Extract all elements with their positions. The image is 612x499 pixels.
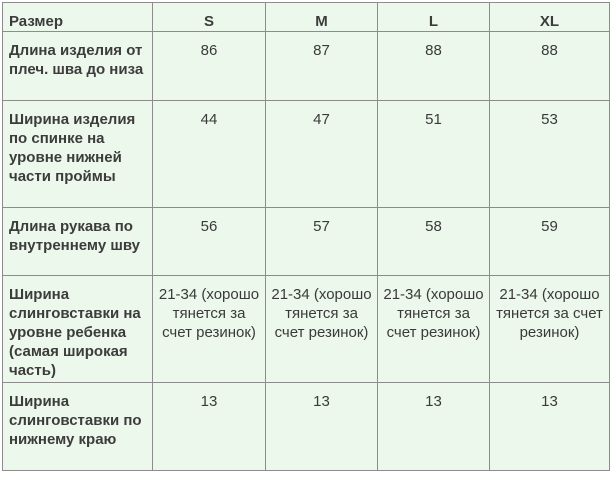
size-s-label: S	[203, 13, 214, 30]
value-cell	[490, 208, 610, 276]
value-cell	[266, 208, 378, 276]
cell-value: 21-34 (хорошо тянется за счет резинок)	[158, 286, 260, 341]
cell-value: 87	[313, 42, 330, 59]
row-label-cell	[3, 101, 153, 208]
value-cell	[490, 276, 610, 383]
size-column-label: Размер	[9, 13, 64, 30]
row-label: Ширина слинговставки на уровне ребенка (самая широкая часть)	[9, 286, 141, 379]
header-size-cell	[490, 3, 610, 32]
cell-value: 21-34 (хорошо тянется за счет резинок)	[271, 286, 372, 341]
row-label-cell	[3, 32, 153, 101]
row-label: Длина рукава по внутреннему шву	[9, 218, 141, 254]
row-label-cell	[3, 276, 153, 383]
table-row	[3, 383, 610, 471]
cell-value: 59	[541, 218, 558, 235]
table-row	[3, 32, 610, 101]
cell-value: 13	[425, 393, 442, 410]
row-label-cell	[3, 208, 153, 276]
table-header-row	[3, 3, 610, 32]
value-cell	[153, 383, 266, 471]
cell-value: 13	[541, 393, 558, 410]
size-m-label: M	[315, 13, 328, 30]
row-label: Ширина слинговставки по нижнему краю	[9, 393, 142, 448]
row-label: Ширина изделия по спинке на уровне нижней части проймы	[9, 111, 136, 185]
cell-value: 58	[425, 218, 442, 235]
cell-value: 56	[200, 218, 218, 235]
cell-value: 21-34 (хорошо тянется за счет резинок)	[496, 286, 603, 341]
cell-value: 13	[200, 393, 218, 410]
header-size-cell	[266, 3, 378, 32]
value-cell	[378, 208, 490, 276]
value-cell	[153, 276, 266, 383]
value-cell	[153, 101, 266, 208]
cell-value: 53	[541, 111, 558, 128]
cell-value: 88	[425, 42, 442, 59]
row-label-cell	[3, 383, 153, 471]
value-cell	[153, 32, 266, 101]
header-size-cell	[153, 3, 266, 32]
value-cell	[490, 101, 610, 208]
cell-value: 44	[200, 111, 218, 128]
value-cell	[266, 32, 378, 101]
cell-value: 57	[313, 218, 330, 235]
value-cell	[378, 276, 490, 383]
cell-value: 86	[200, 42, 218, 59]
table-row	[3, 208, 610, 276]
value-cell	[153, 208, 266, 276]
value-cell	[378, 32, 490, 101]
value-cell	[378, 383, 490, 471]
value-cell	[266, 383, 378, 471]
table-row	[3, 276, 610, 383]
header-label-cell	[3, 3, 153, 32]
cell-value: 21-34 (хорошо тянется за счет резинок)	[383, 286, 484, 341]
size-chart-table	[2, 2, 610, 471]
row-label: Длина изделия от плеч. шва до низа	[9, 42, 144, 78]
table-row	[3, 101, 610, 208]
cell-value: 47	[313, 111, 330, 128]
cell-value: 51	[425, 111, 442, 128]
header-size-cell	[378, 3, 490, 32]
value-cell	[266, 101, 378, 208]
size-l-label: L	[428, 13, 439, 30]
size-xl-label: XL	[539, 13, 560, 30]
value-cell	[266, 276, 378, 383]
value-cell	[490, 383, 610, 471]
cell-value: 88	[541, 42, 558, 59]
value-cell	[378, 101, 490, 208]
cell-value: 13	[313, 393, 330, 410]
value-cell	[490, 32, 610, 101]
